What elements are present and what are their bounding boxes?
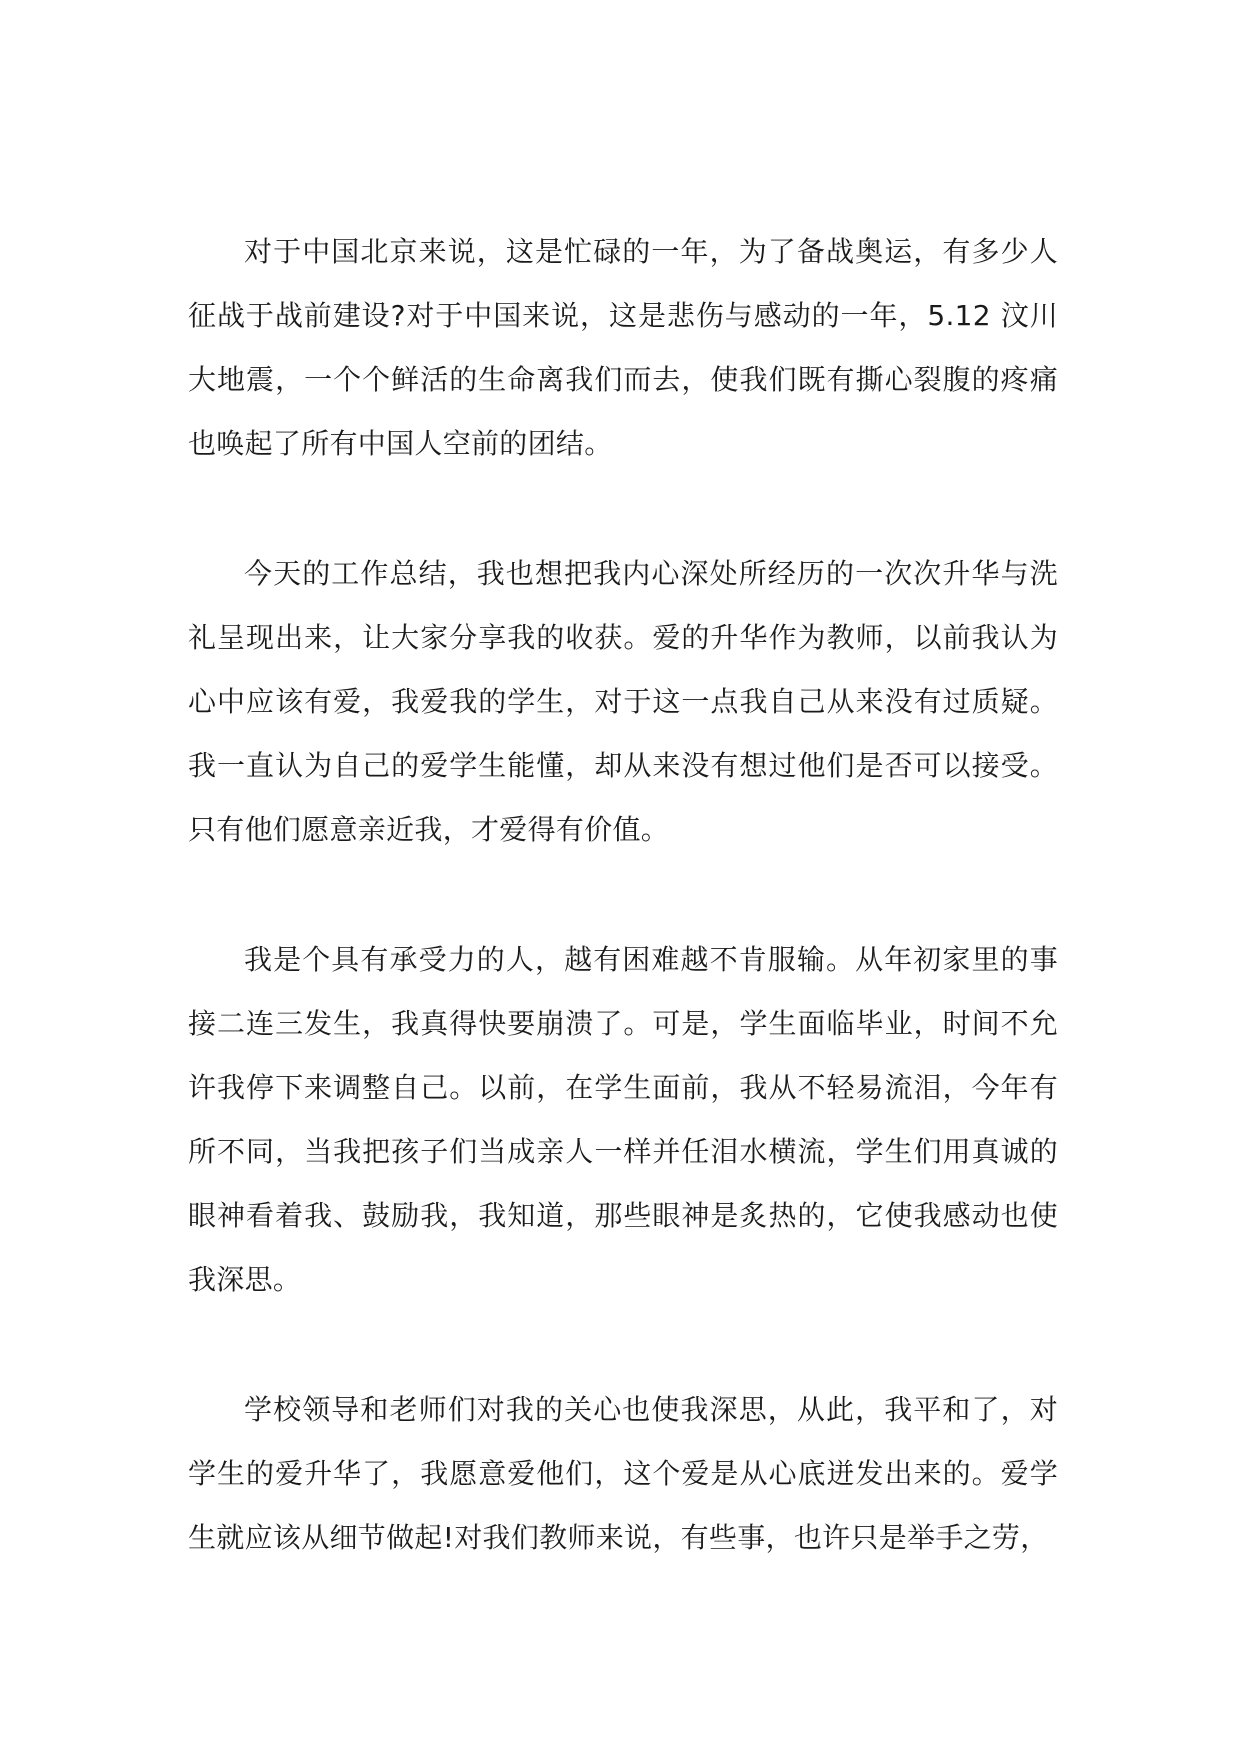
paragraph-4: 学校领导和老师们对我的关心也使我深思，从此，我平和了，对学生的爱升华了，我愿意爱他们，这个爱是从心底迸发出来的。爱学生就应该从细节做起!对我们教师来说，有些事，也许只是举手之劳， — [188, 1393, 1058, 1554]
paragraph-3: 我是个具有承受力的人，越有困难越不肯服输。从年初家里的事接二连三发生，我真得快要崩溃了。可是，学生面临毕业，时间不允许我停下来调整自己。以前，在学生面前，我从不轻易流泪，今年有所不同，当我把孩子们当成亲人一样并任泪水横流，学生们用真诚的眼神看着我、鼓励我，我知道，那些眼神是炙热的，它使我感动也使我深思。 — [188, 943, 1058, 1296]
paragraph-2: 今天的工作总结，我也想把我内心深处所经历的一次次升华与洗礼呈现出来，让大家分享我的收获。爱的升华作为教师，以前我认为心中应该有爱，我爱我的学生，对于这一点我自己从来没有过质疑。我一直认为自己的爱学生能懂，却从来没有想过他们是否可以接受。只有他们愿意亲近我，才爱得有价值。 — [188, 557, 1058, 846]
document-body — [188, 220, 1058, 1570]
paragraph-1: 对于中国北京来说，这是忙碌的一年，为了备战奥运，有多少人征战于战前建设?对于中国来说，这是悲伤与感动的一年，5.12 汶川大地震，一个个鲜活的生命离我们而去，使我们既有撕心裂腹的疼痛也唤起了所有中国人空前的团结。 — [188, 235, 1058, 460]
